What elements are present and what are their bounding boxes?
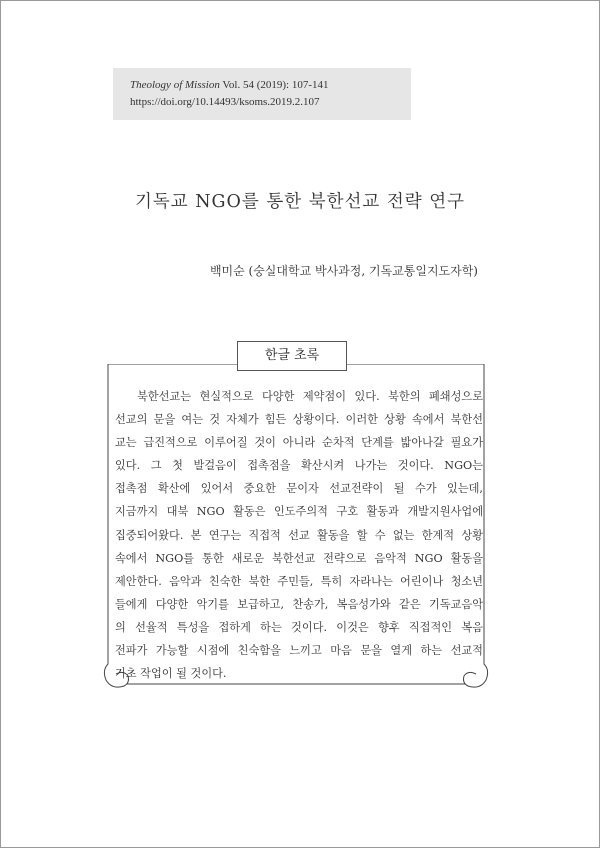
doi-link[interactable]: https://doi.org/10.14493/ksoms.2019.2.107 bbox=[130, 96, 320, 108]
abstract-line: 속에서 NGO를 통한 새로운 북한선교 전략으로 음악적 NGO 활동을 bbox=[115, 551, 483, 565]
abstract-line: 들에게 다양한 악기를 보급하고, 찬송가, 복음성가와 같은 기독교음악 bbox=[115, 597, 483, 611]
abstract-line: 지금까지 대북 NGO 활동은 인도주의적 구호 활동과 개발지원사업에 bbox=[115, 505, 483, 519]
abstract-line: 교는 급진적으로 이루어질 것이 아니라 순차적 단계를 밟아나갈 필요가 bbox=[115, 436, 483, 450]
abstract-line: 있다. 그 첫 발걸음이 접촉점을 확산시켜 나가는 것이다. NGO는 bbox=[115, 459, 483, 473]
abstract-line: 기초 작업이 될 것이다. bbox=[115, 667, 227, 681]
abstract-line: 의 선율적 특성을 접하게 하는 것이다. 이것은 향후 직접적인 복음 bbox=[115, 620, 483, 634]
journal-name: Theology of Mission bbox=[130, 79, 220, 91]
abstract-line: 제안한다. 음악과 친숙한 북한 주민들, 특히 자라나는 어린이나 청소년 bbox=[115, 574, 483, 588]
paper-title: 기독교 NGO를 통한 북한선교 전략 연구 bbox=[134, 192, 466, 212]
author-line: 백미순 (숭실대학교 박사과정, 기독교통일지도자학) bbox=[209, 264, 478, 278]
journal-header bbox=[113, 68, 411, 120]
abstract-text bbox=[115, 385, 483, 685]
abstract-line: 접촉점 확산에 있어서 중요한 문이자 선교전략이 될 수가 있는데, bbox=[115, 482, 483, 496]
abstract-line: 집중되어왔다. 본 연구는 직접적 선교 활동을 할 수 없는 한계적 상황 bbox=[115, 528, 483, 542]
volume-info: Vol. 54 (2019): 107-141 bbox=[219, 79, 329, 91]
abstract-line: 전파가 가능할 시점에 친숙함을 느끼고 마음 문을 열게 하는 선교적 bbox=[115, 644, 483, 658]
abstract-line: 선교의 문을 여는 것 자체가 힘든 상황이다. 이러한 상황 속에서 북한선 bbox=[115, 413, 483, 427]
citation-line bbox=[130, 77, 411, 94]
abstract-line: 북한선교는 현실적으로 다양한 제약점이 있다. 북한의 폐쇄성으로 bbox=[137, 390, 483, 403]
abstract-heading: 한글 초록 bbox=[237, 341, 347, 371]
